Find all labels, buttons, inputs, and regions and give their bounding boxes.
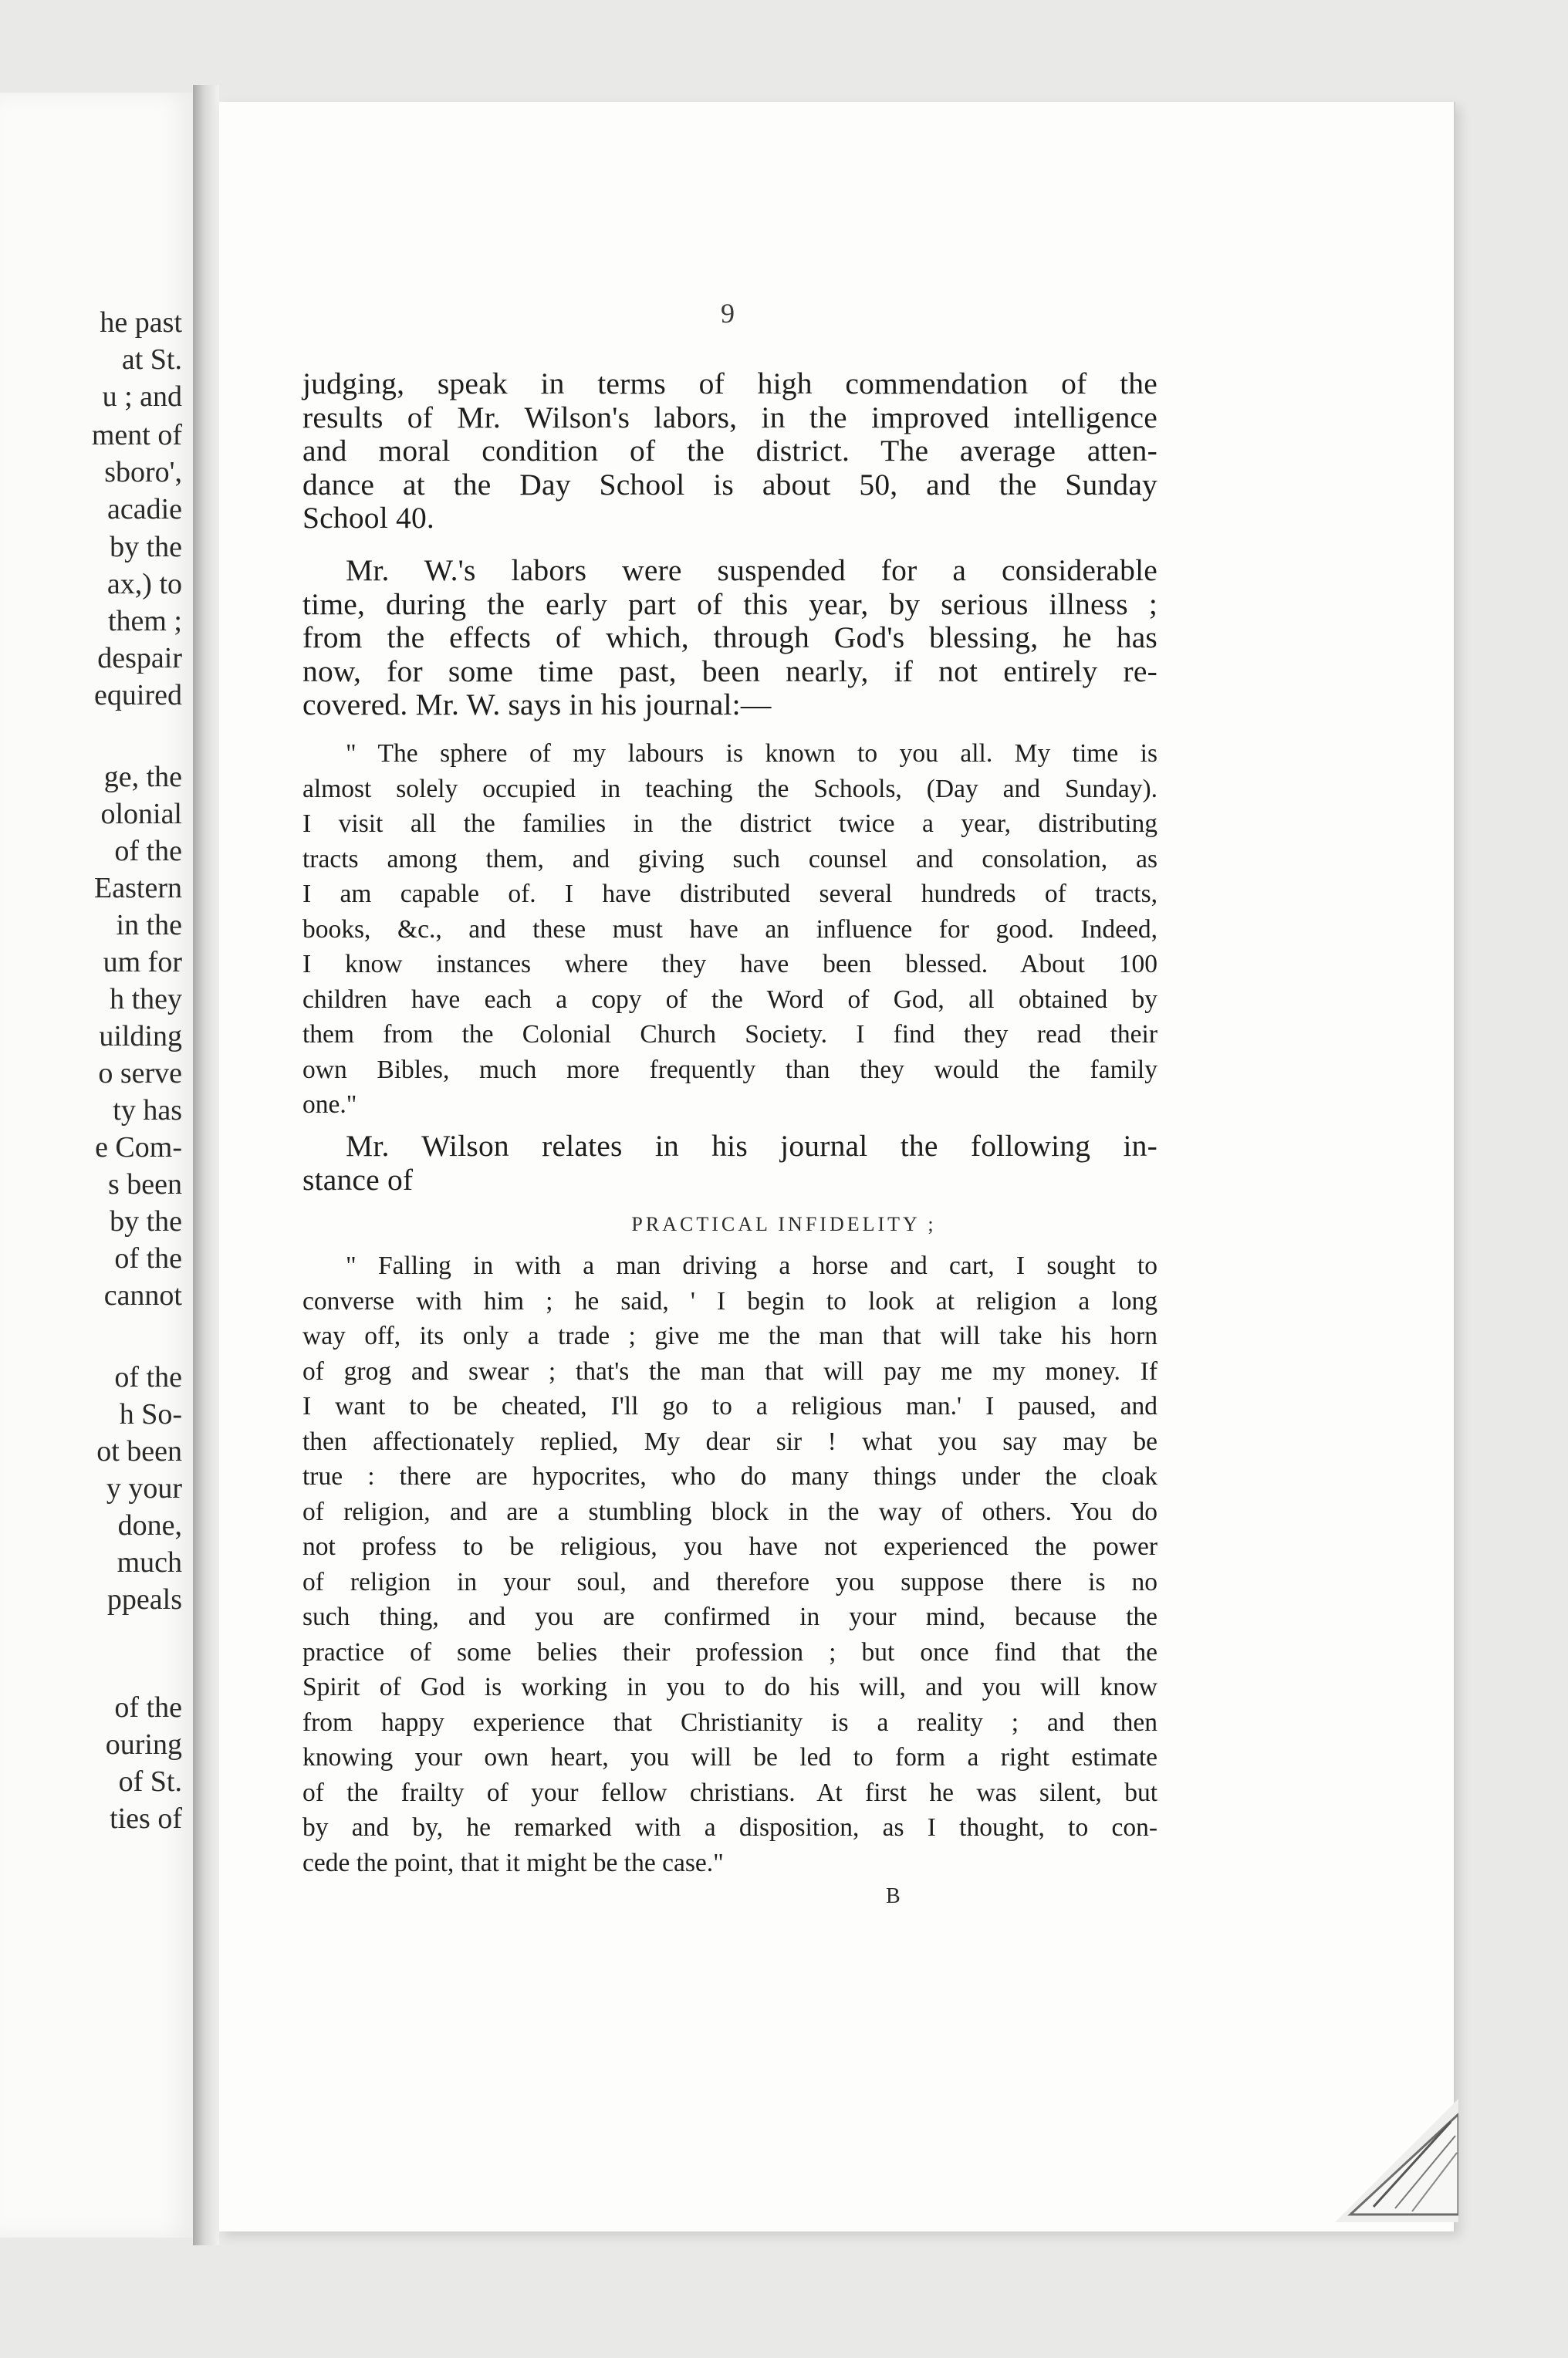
quote-line: of religion in your soul, and therefore you suppose there is no — [302, 1567, 1157, 1596]
left-page-fragment: ax,) to — [106, 568, 182, 600]
left-page-fragment: e Com- — [95, 1131, 182, 1164]
signature-mark: B — [886, 1884, 901, 1908]
left-page-fragment: u ; and — [102, 380, 182, 413]
paragraph-line: dance at the Day School is about 50, and the Sunday — [302, 467, 1157, 502]
paragraph-line: stance of — [302, 1163, 414, 1197]
quote-line: I am capable of. I have distributed several hundreds of tracts, — [302, 880, 1157, 908]
left-page-fragment: of the — [114, 1361, 182, 1394]
left-page-fragment: ppeals — [106, 1583, 182, 1616]
left-page-fragment: um for — [103, 946, 182, 978]
left-page-fragment: of St. — [118, 1765, 182, 1798]
quote-line: practice of some belies their profession ; but once find that the — [302, 1637, 1157, 1667]
left-page-fragment: ge, the — [103, 761, 182, 793]
left-page-fragment: cannot — [103, 1279, 182, 1312]
left-page-fragment: h So- — [119, 1398, 182, 1431]
quote-line: books, &c., and these must have an influence for good. Indeed, — [302, 914, 1157, 944]
left-page-fragment: acadie — [106, 493, 182, 525]
left-page-fragment: of the — [114, 1242, 182, 1275]
left-page-fragment: ment of — [91, 419, 182, 451]
paragraph-line: School 40. — [302, 501, 434, 535]
quote-line: converse with him ; he said, ' I begin to look at religion a long — [302, 1286, 1157, 1316]
quote-line: children have each a copy of the Word of God, all obtained by — [302, 985, 1157, 1014]
left-page-fragment: ties of — [110, 1802, 182, 1835]
quote-line: way off, its only a trade ; give me the man that will take his horn — [302, 1322, 1157, 1350]
paragraph-line: Mr. W.'s labors were suspended for a considerable — [346, 553, 1157, 587]
left-page-fragment: ot been — [96, 1435, 182, 1468]
quote-line: from happy experience that Christianity is a reality ; and then — [302, 1708, 1157, 1737]
left-page-fragment: Eastern — [94, 872, 182, 904]
paragraph-line: now, for some time past, been nearly, if not entirely re- — [302, 654, 1157, 688]
quote-line: tracts among them, and giving such counsel and consolation, as — [302, 844, 1157, 873]
left-page-fragment: h they — [110, 983, 182, 1015]
quote-line: " The sphere of my labours is known to you all. My time is — [346, 739, 1157, 768]
left-page-fragment: o serve — [98, 1057, 182, 1089]
quote-line: I know instances where they have been blessed. About 100 — [302, 950, 1157, 978]
left-page-fragment: ty has — [113, 1094, 182, 1127]
left-page-fragment: ouring — [105, 1728, 182, 1761]
paragraph-line: results of Mr. Wilson's labors, in the improved intelligence — [302, 400, 1157, 434]
left-page-fragment: sboro', — [104, 456, 182, 488]
left-page-fragment: of the — [114, 1691, 182, 1724]
quote-line: I want to be cheated, I'll go to a religious man.' I paused, and — [302, 1392, 1157, 1421]
quote-line: own Bibles, much more frequently than they would the family — [302, 1055, 1157, 1084]
quote-line: of grog and swear ; that's the man that will pay me my money. If — [302, 1356, 1157, 1386]
left-page-fragment: much — [117, 1546, 182, 1579]
folded-corner-icon — [1304, 2099, 1458, 2222]
left-facing-page — [0, 93, 194, 2238]
paragraph-line: judging, speak in terms of high commendation of the — [302, 367, 1157, 400]
quote-line: of the frailty of your fellow christians. At first he was silent, but — [302, 1778, 1157, 1807]
quote-line: cede the point, that it might be the case." — [302, 1848, 724, 1877]
quote-line: true : there are hypocrites, who do many things under the cloak — [302, 1462, 1157, 1491]
quote-line: almost solely occupied in teaching the Schools, (Day and Sunday). — [302, 774, 1157, 803]
left-page-fragment: despair — [97, 642, 182, 674]
left-page-fragment: he past — [100, 306, 182, 339]
quote-line: such thing, and you are confirmed in your mind, because the — [302, 1603, 1157, 1631]
quote-line: " Falling in with a man driving a horse and cart, I sought to — [346, 1252, 1157, 1280]
paragraph-line: Mr. Wilson relates in his journal the following in- — [346, 1129, 1157, 1163]
section-heading: PRACTICAL INFIDELITY ; — [631, 1213, 937, 1235]
quote-line: of religion, and are a stumbling block in the way of others. You do — [302, 1497, 1157, 1526]
left-page-fragment: equired — [94, 679, 182, 711]
quote-line: I visit all the families in the district twice a year, distributing — [302, 809, 1157, 838]
left-page-fragment: s been — [107, 1168, 182, 1201]
left-page-fragment: uilding — [99, 1020, 182, 1052]
left-page-fragment: done, — [117, 1509, 182, 1542]
quote-line: Spirit of God is working in you to do his will, and you will know — [302, 1673, 1157, 1701]
left-page-fragment: y your — [106, 1472, 182, 1505]
left-page-fragment: by the — [110, 531, 182, 563]
quote-line: then affectionately replied, My dear sir ! what you say may be — [302, 1427, 1157, 1456]
left-page-fragment: of the — [114, 835, 182, 867]
left-page-fragment: them ; — [107, 605, 182, 637]
left-page-fragment: at St. — [121, 343, 182, 376]
book-gutter — [193, 85, 219, 2245]
paragraph-line: covered. Mr. W. says in his journal:— — [302, 687, 772, 721]
quote-line: one." — [302, 1090, 357, 1119]
quote-line: knowing your own heart, you will be led to form a right estimate — [302, 1743, 1157, 1772]
paragraph-line: time, during the early part of this year, by serious illness ; — [302, 586, 1157, 621]
quote-line: not profess to be religious, you have not experienced the power — [302, 1532, 1157, 1561]
quote-line: them from the Colonial Church Society. I find they read their — [302, 1020, 1157, 1049]
left-page-fragment: by the — [110, 1205, 182, 1238]
paragraph-line: from the effects of which, through God's blessing, he has — [302, 620, 1157, 654]
page-number: 9 — [721, 298, 735, 329]
paragraph-line: and moral condition of the district. The average atten- — [302, 434, 1157, 468]
quote-line: by and by, he remarked with a disposition, as I thought, to con- — [302, 1813, 1157, 1842]
left-page-fragment: olonial — [100, 798, 182, 830]
left-page-fragment: in the — [116, 909, 182, 941]
